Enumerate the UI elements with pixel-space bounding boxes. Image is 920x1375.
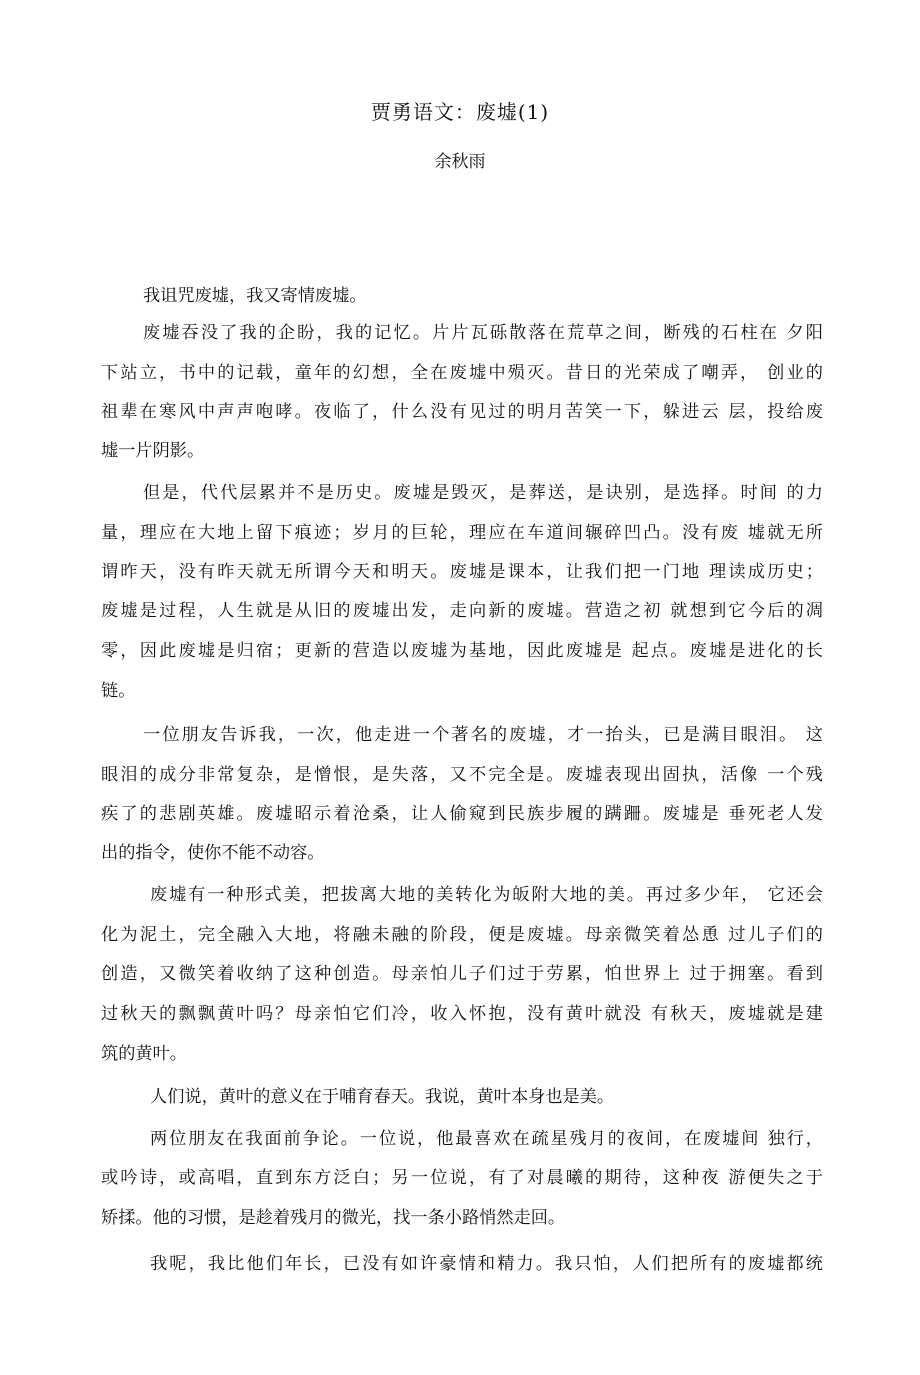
paragraph-5-line-4: 过秋天的飘飘黄叶吗？母亲怕它们冷，收入怀抱，没有黄叶就没 有秋天，废墟就是建 [101,1004,823,1024]
paragraph-3-line-1: 但是，代代层累并不是历史。废墟是毁灭，是葬送，是诀别，是选择。时间 的力 [143,483,823,503]
paragraph-3-line-4: 废墟是过程，人生就是从旧的废墟出发，走向新的废墟。营造之初 就想到它今后的凋 [101,601,823,621]
paragraph-6-line-1: 人们说，黄叶的意义在于哺育春天。我说，黄叶本身也是美。 [150,1087,615,1107]
paragraph-5-line-2: 化为泥土，完全融入大地，将融未融的阶段，便是废墟。母亲微笑着怂恿 过儿子们的 [101,925,823,945]
paragraph-2-line-2: 下站立，书中的记载，童年的幻想，全在废墟中殒灭。昔日的光荣成了嘲弄， 创业的 [101,363,823,383]
paragraph-5-line-3: 创造，又微笑着收纳了这种创造。母亲怕儿子们过于劳累，怕世界上 过于拥塞。看到 [101,964,823,984]
paragraph-4-line-1: 一位朋友告诉我，一次，他走进一个著名的废墟，才一抬头，已是满目眼泪。 这 [143,725,823,745]
paragraph-4-line-4: 出的指令，使你不能不动容。 [101,843,325,863]
paragraph-8-line-1: 我呢，我比他们年长，已没有如许豪情和精力。我只怕，人们把所有的废墟都统 [150,1254,823,1274]
paragraph-3-line-2: 量，理应在大地上留下痕迹；岁月的巨轮，理应在车道间辗碎凹凸。没有废 墟就无所 [101,523,823,543]
paragraph-4-line-3: 疾了的悲剧英雄。废墟昭示着沧桑，让人偷窥到民族步履的蹒跚。废墟是 垂死老人发 [101,804,823,824]
paragraph-4-line-2: 眼泪的成分非常复杂，是憎恨，是失落，又不完全是。废墟表现出固执，活像 一个残 [101,765,823,785]
paragraph-5-line-1: 废墟有一种形式美，把拔离大地的美转化为皈附大地的美。再过多少年， 它还会 [150,885,823,905]
paragraph-7-line-1: 两位朋友在我面前争论。一位说，他最喜欢在疏星残月的夜间，在废墟间 独行， [150,1129,823,1149]
paragraph-2-line-1: 废墟吞没了我的企盼，我的记忆。片片瓦砾散落在荒草之间，断残的石柱在 夕阳 [143,323,823,343]
paragraph-1-line-1: 我诅咒废墟，我又寄情废墟。 [143,286,367,306]
paragraph-7-line-3: 矫揉。他的习惯，是趁着残月的微光，找一条小路悄然走回。 [101,1208,566,1228]
paragraph-3-line-6: 链。 [101,681,136,701]
document-title: 贾勇语文：废墟(1) [370,100,550,124]
paragraph-2-line-4: 墟一片阴影。 [101,441,205,461]
paragraph-5-line-5: 筑的黄叶。 [101,1044,187,1064]
paragraph-3-line-5: 零，因此废墟是归宿；更新的营造以废墟为基地，因此废墟是 起点。废墟是进化的长 [101,641,823,661]
paragraph-2-line-3: 祖辈在寒风中声声咆哮。夜临了，什么没有见过的明月苦笑一下，躲进云 层，投给废 [101,402,823,422]
paragraph-3-line-3: 谓昨天，没有昨天就无所谓今天和明天。废墟是课本，让我们把一门地 理读成历史； [101,562,823,582]
paragraph-7-line-2: 或吟诗，或高唱，直到东方泛白；另一位说，有了对晨曦的期待，这种夜 游便失之于 [101,1168,823,1188]
document-author: 余秋雨 [434,152,486,172]
